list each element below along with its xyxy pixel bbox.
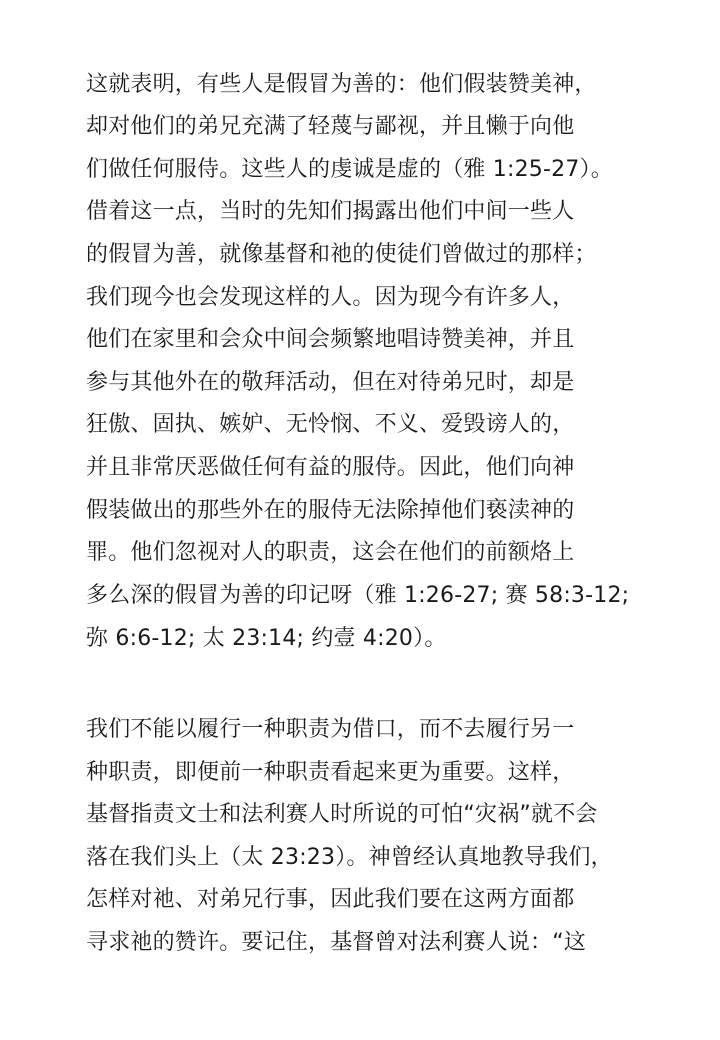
text-line: 寻求祂的赞许。要记住，基督曾对法利赛人说：“这 [86,930,586,955]
text-line: 参与其他外在的敬拜活动，但在对待弟兄时，却是 [86,370,575,395]
text-line: 罪。他们忽视对人的职责，这会在他们的前额烙上 [86,540,575,565]
text-line: 们做任何服侍。这些人的虔诚是虚的（雅 1:25-27）。 [86,157,613,182]
text-line: 这就表明，有些人是假冒为善的：他们假装赞美神， [86,72,597,97]
text-line: 基督指责文士和法利赛人时所说的可怕“灾祸”就不会 [86,802,598,827]
text-line: 借着这一点，当时的先知们揭露出他们中间一些人 [86,199,575,224]
text-line: 并且非常厌恶做任何有益的服侍。因此，他们向神 [86,455,575,480]
text-line: 我们现今也会发现这样的人。因为现今有许多人， [86,285,575,310]
text-line: 落在我们头上（太 23:23）。神曾经认真地教导我们， [86,845,613,870]
text-line: 却对他们的弟兄充满了轻蔑与鄙视，并且懒于向他 [86,114,575,139]
text-line: 弥 6:6-12; 太 23:14; 约壹 4:20）。 [86,626,447,651]
text-line: 他们在家里和会众中间会频繁地唱诗赞美神，并且 [86,327,575,352]
text-line: 的假冒为善，就像基督和祂的使徒们曾做过的那样； [86,242,597,267]
text-line: 怎样对祂、对弟兄行事，因此我们要在这两方面都 [86,887,575,912]
text-line: 种职责，即便前一种职责看起来更为重要。这样， [86,760,575,785]
text-line: 我们不能以履行一种职责为借口，而不去履行另一 [86,717,575,742]
text-line: 狂傲、固执、嫉妒、无怜悯、不义、爱毁谤人的， [86,412,575,437]
text-line: 多么深的假冒为善的印记呀（雅 1:26-27; 赛 58:3-12; [86,583,630,608]
text-line: 假装做出的那些外在的服侍无法除掉他们亵渎神的 [86,498,575,523]
